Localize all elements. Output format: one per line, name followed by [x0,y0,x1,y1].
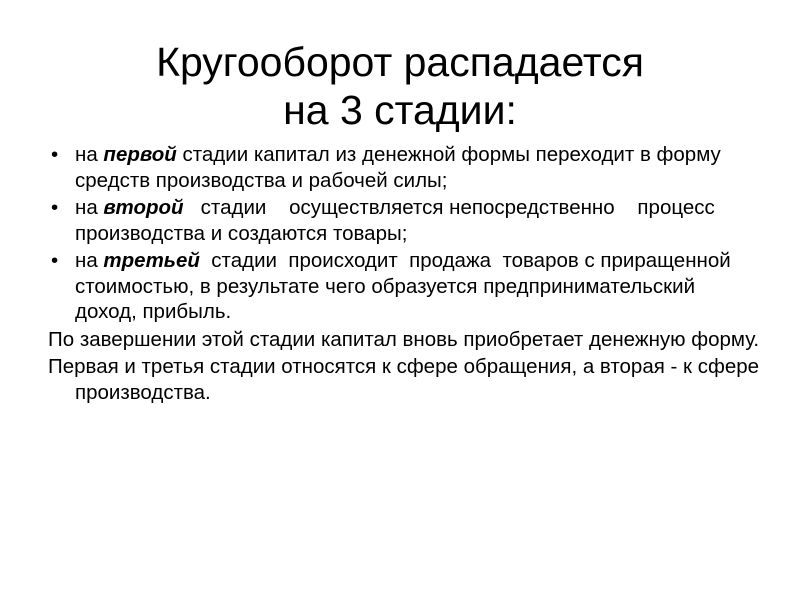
slide-title-line-2: на 3 стадии: [283,87,517,133]
bullet-lead: на [75,196,104,219]
bullet-lead: на [75,143,104,166]
bullet-text: стадии осуществляется непосредственно процесс производства и создаются товары; [75,196,727,245]
paragraph-completion: По завершении этой стадии капитал вновь приобретает денежную форму. [48,327,760,351]
bullet-emphasis: первой [103,143,177,166]
slide-title [0,38,800,134]
bullet-text: стадии происходит продажа товаров с приращенной стоимостью, в результате чего образуется предпринимательский доход, прибыль. [75,249,737,323]
bullet-item-first-stage [48,142,760,193]
paragraph-summary: Первая и третья стадии относятся к сфере обращения, а вторая - к сфере производства. [48,355,760,404]
bullet-item-third-stage [48,248,760,325]
slide-body [48,142,760,407]
slide-title-line-1: Кругооборот распадается [156,39,644,85]
bullet-icon: • [51,249,59,272]
bullet-icon: • [51,143,59,166]
bullet-icon: • [51,196,59,219]
bullet-emphasis: третьей [103,249,200,272]
bullet-emphasis: второй [103,196,184,219]
bullet-item-second-stage [48,195,760,246]
bullet-lead: на [75,249,104,272]
bullet-text: стадии капитал из денежной формы переходит в форму средств производства и рабочей силы; [75,143,721,192]
